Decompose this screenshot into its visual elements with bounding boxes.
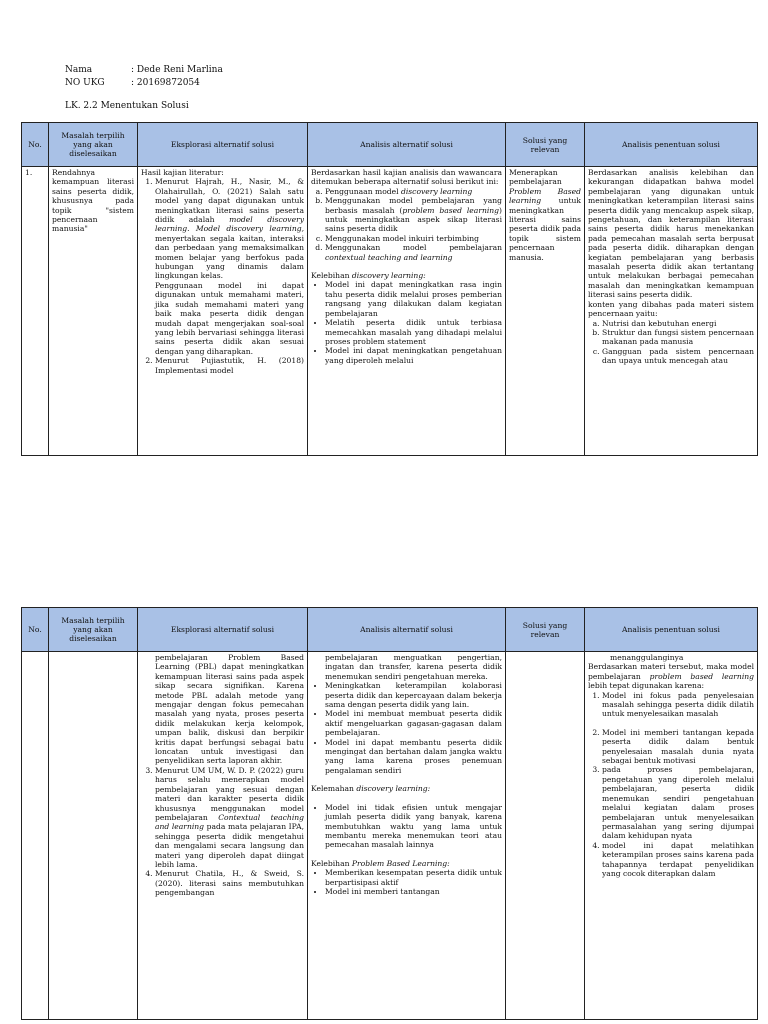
kelebihan-heading: Kelebihan discovery learning: — [311, 271, 426, 281]
cell-masalah: Rendahnya kemampuan literasi sains peserta didik, khususnya pada topik "sistem pencernaan manusia" — [49, 167, 138, 456]
kelebihan-pbl-list — [311, 868, 502, 896]
cell-penentuan: menanggulanginya Berdasarkan materi tersebut, maka model pembelajaran problem based learning lebih tepat digunakan karena: 1. Model ini fokus pada penyelesaian masalah sehingga peserta didik dilatih untuk menyelesaikan masalah 2. Model ini memberi tantangan kepada peserta didik dalam bentuk penyelesaian masalah dunia nyata sebagai bentuk motivasi 3. pada proses pembelajaran, pengetahuan yang diperoleh melalui pembelajaran, peserta didik menemukan sendiri pengetahuan melalui kegiatan dalam proses pembelajaran untuk menyelesaikan permasalahan yang sering dijumpai dalam kehidupan nyata 4. model ini dapat melatihkan keterampilan proses sains karena pada tahapannya terdapat penyelidikan yang cocok diterapkan dalam — [585, 652, 758, 1020]
name-label: Nama — [65, 65, 93, 75]
col-header-no: No. — [22, 608, 49, 652]
alasan-list — [588, 691, 754, 879]
eksplorasi-intro: Hasil kajian literatur: — [141, 168, 224, 177]
list-item: • Model ini dapat membantu peserta didik mengingat dan bertahan dalam jangka waktu yang lama karena proses penemuan pengalaman sendiri — [325, 738, 502, 776]
cell-masalah — [49, 652, 138, 1020]
list-item: 1. Menurut Hajrah, H., Nasir, M., & Olahairullah, O. (2021) Salah satu model yang dapat digunakan untuk meningkatkan literasi sains peserta didik adalah model discovery learning. Model discovery learning, menyertakan segala kaitan, interaksi dan perbedaan yang memaksimalkan momen belajar yang berfokus pada hubungan yang dinamis dalam lingkungan kelas. Penggunaan model ini dapat digunakan untuk memahami materi, jika sudah memahami materi yang baik maka peserta didik dengan mudah dapat mengerjakan soal-soal yang lebih bervariasi sehingga literasi sains peserta didik akan sesuai dengan yang diharapkan. — [155, 177, 304, 356]
col-header-eksplorasi: Eksplorasi alternatif solusi — [138, 608, 308, 652]
list-item: • Model ini tidak efisien untuk mengajar jumlah peserta didik yang banyak, karena membutuhkan waktu yang lama untuk membantu mereka menemukan teori atau pemecahan masalah lainnya — [325, 803, 502, 850]
list-item: • Melatih peserta didik untuk terbiasa memecahkan masalah yang dihadapi melalui proses problem statement — [325, 318, 502, 346]
eksplorasi-list — [141, 177, 304, 375]
ukg-value: : 20169872054 — [131, 78, 200, 88]
list-item: 2. Menurut Pujiastutik, H. (2018) Implementasi model — [155, 356, 304, 375]
document-title: LK. 2.2 Menentukan Solusi — [65, 101, 189, 111]
list-item: a. Penggunaan model discovery learning — [325, 187, 502, 196]
list-item: 3. pada proses pembelajaran, pengetahuan yang diperoleh melalui pembelajaran, peserta didik menemukan sendiri pengetahuan melalui kegiatan dalam proses pembelajaran untuk menyelesaikan permasalahan yang sering dijumpai dalam kehidupan nyata — [602, 765, 754, 840]
table-row — [22, 167, 758, 456]
col-header-analisis: Analisis alternatif solusi — [308, 123, 506, 167]
list-item: c. Menggunakan model inkuiri terbimbing — [325, 234, 502, 243]
list-item: • Model ini memberi tantangan — [325, 887, 502, 896]
list-item: 4. model ini dapat melatihkan keterampilan proses sains karena pada tahapannya terdapat penyelidikan yang cocok diterapkan dalam — [602, 841, 754, 879]
list-item: • Model ini dapat meningkatkan rasa ingin tahu peserta didik melalui proses pemberian rangsang yang dilakukan dalam kegiatan pembelajaran — [325, 280, 502, 318]
list-item: pembelajaran menguatkan pengertian, ingatan dan transfer, karena peserta didik menemukan sendiri pengetahuan mereka. — [325, 653, 502, 681]
cell-no: 1. — [22, 167, 49, 456]
list-item: b. Struktur dan fungsi sistem pencernaan makanan pada manusia — [602, 328, 754, 347]
alternatif-list — [311, 187, 502, 262]
list-item: c. Gangguan pada sistem pencernaan dan upaya untuk mencegah atau — [602, 347, 754, 366]
col-header-masalah: Masalah terpilih yang akan diselesaikan — [49, 123, 138, 167]
list-item: pembelajaran Problem Based Learning (PBL) dapat meningkatkan kemampuan literasi sains pada aspek sikap secara signifikan. Karena metode PBL adalah metode yang mengajar dengan fokus pemecahan masalah yang nyata, proses peserta didik melakukan kerja kelompok, umpan balik, diskusi dan berpikir kritis dapat berfungsi sebagai batu loncatan untuk investigasi dan penyelidikan serta laporan akhir. — [155, 653, 304, 766]
col-header-analisis: Analisis alternatif solusi — [308, 608, 506, 652]
list-item: a. Nutrisi dan kebutuhan energi — [602, 319, 754, 328]
col-header-eksplorasi: Eksplorasi alternatif solusi — [138, 123, 308, 167]
col-header-masalah: Masalah terpilih yang akan diselesaikan — [49, 608, 138, 652]
kelemahan-list — [311, 803, 502, 850]
solution-table-1 — [21, 122, 758, 456]
col-header-no: No. — [22, 123, 49, 167]
eksplorasi-list-cont — [141, 653, 304, 898]
table-header-row — [22, 608, 758, 652]
materi-list — [588, 319, 754, 366]
list-item: • Model ini membuat membuat peserta didik aktif mengeluarkan gagasan-gagasan dalam pembelajaran. — [325, 709, 502, 737]
list-item: • Meningkatkan keterampilan kolaborasi peserta didik dan kepercayaan dalam bekerja sama dengan peserta didik yang lain. — [325, 681, 502, 709]
table-header-row — [22, 123, 758, 167]
kelebihan-list-cont — [311, 653, 502, 775]
list-item: b. Menggunakan model pembelajaran yang berbasis masalah (problem based learning) untuk meningkatkan aspek sikap literasi sains peserta didik — [325, 196, 502, 234]
col-header-penentuan: Analisis penentuan solusi — [585, 123, 758, 167]
list-item: • Model ini dapat meningkatkan pengetahuan yang diperoleh melalui — [325, 346, 502, 365]
cell-penentuan: Berdasarkan analisis kelebihan dan kekurangan didapatkan bahwa model pembelajaran yang digunakan untuk meningkatkan keterampilan literasi sains peserta didik yang mencakup aspek sikap, pengetahuan, dan keterampilan literasi sains peserta didik harus menekankan pada pemecahan masalah serta berpusat pada peserta didik. diharapkan dengan kegiatan pembelajaran yang berbasis masalah peserta didik akan tertantang untuk melakukan berbagai pemecahan masalah dan meningkatkan kemampuan literasi sains peserta didik. konten yang dibahas pada materi sistem pencernaan yaitu: a. Nutrisi dan kebutuhan energi b. Struktur dan fungsi sistem pencernaan makanan pada manusia c. Gangguan pada sistem pencernaan dan upaya untuk mencegah atau — [585, 167, 758, 456]
kelebihan-list — [311, 280, 502, 365]
list-item: 3. Menurut UM UM, W. D. P. (2022) guru harus selalu menerapkan model pembelajaran yang sesuai dengan materi dan karakter peserta didik khususnya menggunakan model pembelajaran Contextual teaching and learning pada mata pelajaran IPA, sehingga peserta didik mengetahui dan mengalami secara langsung dan materi yang diperoleh dapat diingat lebih lama. — [155, 766, 304, 869]
cell-analisis: Berdasarkan hasil kajian analisis dan wawancara ditemukan beberapa alternatif solusi berikut ini: a. Penggunaan model discovery learning b. Menggunakan model pembelajaran yang berbasis masalah (problem based learning) untuk meningkatkan aspek sikap literasi sains peserta didik c. Menggunakan model inkuiri terbimbing d. Menggunakan model pembelajaran contextual teaching and learning Kelebihan discovery learning: • Model ini dapat meningkatkan rasa ingin tahu peserta didik melalui proses pemberian rangsang yang dilakukan dalam kegiatan pembelajaran • Melatih peserta didik untuk terbiasa memecahkan masalah yang dihadapi melalui proses problem statement • Model ini dapat meningkatkan pengetahuan yang diperoleh melalui — [308, 167, 506, 456]
name-row — [65, 64, 223, 77]
col-header-solusi: Solusi yang relevan — [506, 608, 585, 652]
ukg-label: NO UKG — [65, 78, 105, 88]
list-item: d. Menggunakan model pembelajaran contextual teaching and learning — [325, 243, 502, 262]
col-header-penentuan: Analisis penentuan solusi — [585, 608, 758, 652]
ukg-row — [65, 77, 223, 90]
cell-solusi: Menerapkan pembelajaran Problem Based learning untuk meningkatkan literasi sains peserta didik pada topik sistem pencernaan manusia. — [506, 167, 585, 456]
solution-table-2 — [21, 607, 758, 1020]
cell-eksplorasi — [138, 652, 308, 1020]
list-item: • Memberikan kesempatan peserta didik untuk berpartisipasi aktif — [325, 868, 502, 887]
kelebihan-pbl-heading: Kelebihan Problem Based Learning: — [311, 858, 450, 868]
cell-no — [22, 652, 49, 1020]
list-item: 4. Menurut Chatila, H., & Sweid, S. (2020). literasi sains membutuhkan pengembangan — [155, 869, 304, 897]
cell-eksplorasi — [138, 167, 308, 456]
list-item: 1. Model ini fokus pada penyelesaian masalah sehingga peserta didik dilatih untuk menyelesaikan masalah — [602, 691, 754, 719]
col-header-solusi: Solusi yang relevan — [506, 123, 585, 167]
kelemahan-heading: Kelemahan discovery learning: — [311, 784, 431, 794]
document-header — [65, 64, 223, 113]
name-value: : Dede Reni Marlina — [131, 65, 223, 75]
table-row — [22, 652, 758, 1020]
cell-solusi — [506, 652, 585, 1020]
list-item: 2. Model ini memberi tantangan kepada peserta didik dalam bentuk penyelesaian masalah dunia nyata sebagai bentuk motivasi — [602, 728, 754, 766]
cell-analisis — [308, 652, 506, 1020]
